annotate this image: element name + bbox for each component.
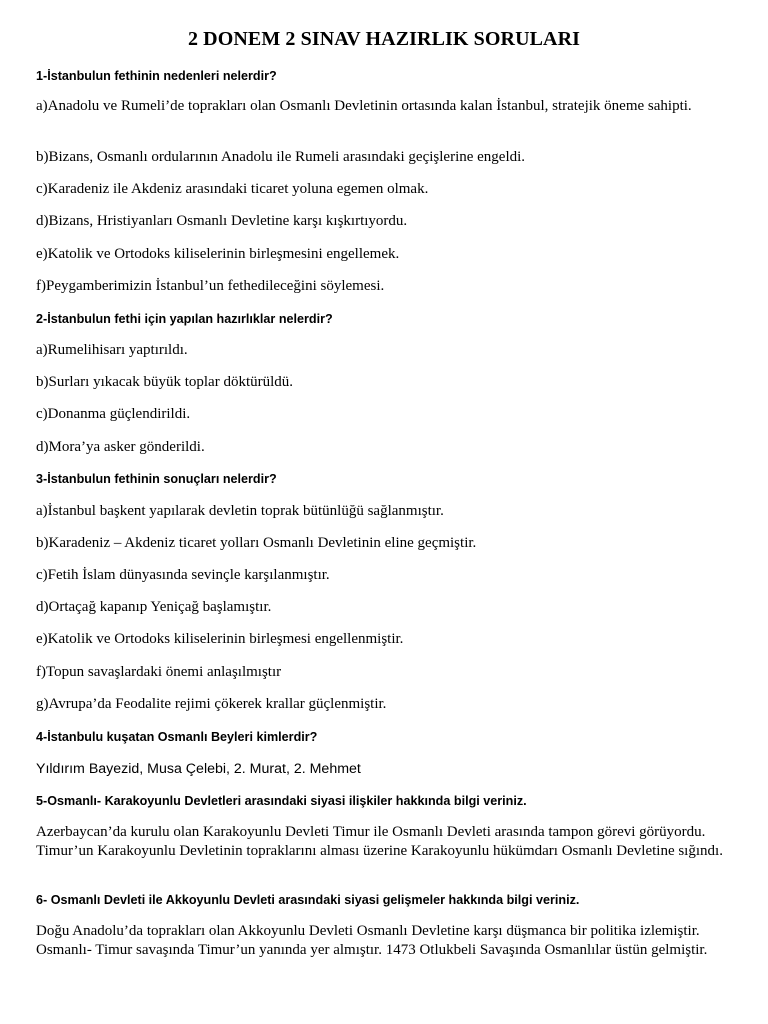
answer-2c: c)Donanma güçlendirildi.: [36, 406, 191, 422]
answer-1a: a)Anadolu ve Rumeli’de toprakları olan Osmanlı Devletinin ortasında kalan İstanbul, stratejik öneme sahipti.: [36, 98, 692, 114]
answer-1d: d)Bizans, Hristiyanları Osmanlı Devletine karşı kışkırtıyordu.: [36, 213, 408, 229]
answer-2b: b)Surları yıkacak büyük toplar döktürüldü.: [36, 374, 294, 390]
answer-1c: c)Karadeniz ile Akdeniz arasındaki ticaret yoluna egemen olmak.: [36, 181, 429, 197]
answer-1b: b)Bizans, Osmanlı ordularının Anadolu ile Rumeli arasındaki geçişlerine engeldi.: [36, 149, 526, 165]
question-1: 1-İstanbulun fethinin nedenleri nelerdir?: [36, 69, 277, 83]
document-title: 2 DONEM 2 SINAV HAZIRLIK SORULARI: [187, 28, 581, 50]
question-4: 4-İstanbulu kuşatan Osmanlı Beyleri kimlerdir?: [36, 730, 318, 744]
answer-5: Azerbaycan’da kurulu olan Karakoyunlu Devleti Timur ile Osmanlı Devleti arasında tampon görevi görüyordu. Timur’un Karakoyunlu Devletinin topraklarını alması üzerine Karakoyunlu hükümdarı Osmanlı Devletine sığındı.: [36, 824, 723, 859]
answer-3c: c)Fetih İslam dünyasında sevinçle karşılanmıştır.: [36, 567, 330, 583]
question-6: 6- Osmanlı Devleti ile Akkoyunlu Devleti arasındaki siyasi gelişmeler hakkında bilgi veriniz.: [36, 893, 580, 907]
answer-3a: a)İstanbul başkent yapılarak devletin toprak bütünlüğü sağlanmıştır.: [36, 503, 444, 519]
answer-2d: d)Mora’ya asker gönderildi.: [36, 439, 205, 455]
question-2: 2-İstanbulun fethi için yapılan hazırlıklar nelerdir?: [36, 312, 333, 326]
answer-2a: a)Rumelihisarı yaptırıldı.: [36, 342, 188, 358]
answer-6: Doğu Anadolu’da toprakları olan Akkoyunlu Devleti Osmanlı Devletine karşı düşmanca bir politika izlemiştir. Osmanlı- Timur savaşında Timur’un yanında yer almıştır. 1473 Otlukbeli Savaşında Osmanlılar üstün gelmiştir.: [36, 923, 708, 958]
answer-4: Yıldırım Bayezid, Musa Çelebi, 2. Murat, 2. Mehmet: [36, 761, 361, 777]
question-5: 5-Osmanlı- Karakoyunlu Devletleri arasındaki siyasi ilişkiler hakkında bilgi veriniz.: [36, 794, 527, 808]
answer-3b: b)Karadeniz – Akdeniz ticaret yolları Osmanlı Devletinin eline geçmiştir.: [36, 535, 477, 551]
answer-3f: f)Topun savaşlardaki önemi anlaşılmıştır: [36, 664, 282, 680]
answer-3g: g)Avrupa’da Feodalite rejimi çökerek krallar güçlenmiştir.: [36, 696, 387, 712]
answer-1f: f)Peygamberimizin İstanbul’un fethedileceğini söylemesi.: [36, 278, 385, 294]
question-3: 3-İstanbulun fethinin sonuçları nelerdir?: [36, 472, 277, 486]
answer-3e: e)Katolik ve Ortodoks kiliselerinin birleşmesi engellenmiştir.: [36, 631, 404, 647]
answer-3d: d)Ortaçağ kapanıp Yeniçağ başlamıştır.: [36, 599, 272, 615]
answer-1e: e)Katolik ve Ortodoks kiliselerinin birleşmesini engellemek.: [36, 246, 400, 262]
